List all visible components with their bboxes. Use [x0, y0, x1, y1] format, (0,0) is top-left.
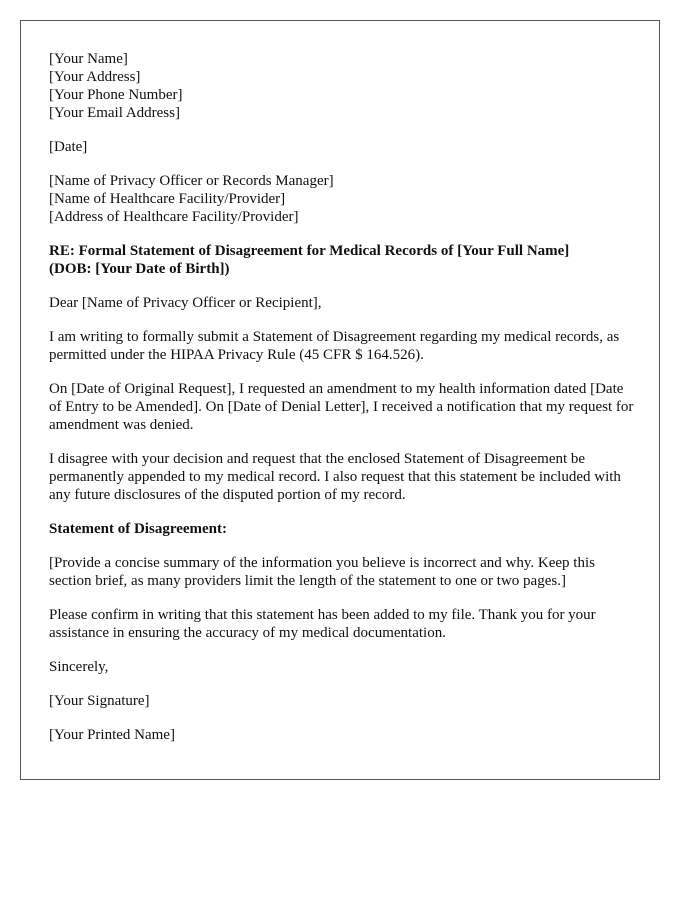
sender-name: [Your Name]: [49, 51, 128, 67]
recipient-block: [49, 172, 639, 226]
date-block: [49, 138, 639, 156]
statement-body: [Provide a concise summary of the information you believe is incorrect and why. Keep this section brief, as many providers limit the length of the statement to one or two pages.]: [49, 555, 595, 589]
signature: [Your Signature]: [49, 693, 150, 709]
statement-heading: Statement of Disagreement:: [49, 521, 228, 537]
paragraph-intro: I am writing to formally submit a Statement of Disagreement regarding my medical records, as permitted under the HIPAA Privacy Rule (45 CFR $ 164.526).: [49, 329, 620, 363]
letter-page: [20, 20, 660, 780]
recipient-address: [Address of Healthcare Facility/Provider]: [49, 209, 299, 225]
sender-block: [49, 50, 639, 122]
letter-content: [49, 50, 639, 760]
paragraph-closing-request: Please confirm in writing that this statement has been added to my file. Thank you for your assistance in ensuring the accuracy of my medical documentation.: [49, 607, 596, 641]
recipient-officer: [Name of Privacy Officer or Records Manager]: [49, 173, 334, 189]
sender-email: [Your Email Address]: [49, 105, 180, 121]
printed-name: [Your Printed Name]: [49, 727, 175, 743]
salutation: Dear [Name of Privacy Officer or Recipient],: [49, 295, 322, 311]
sender-address: [Your Address]: [49, 69, 141, 85]
paragraph-request: I disagree with your decision and request that the enclosed Statement of Disagreement be permanently appended to my medical record. I also request that this statement be included with any future disclosures of the disputed portion of my record.: [49, 451, 621, 503]
closing: Sincerely,: [49, 659, 109, 675]
recipient-facility: [Name of Healthcare Facility/Provider]: [49, 191, 286, 207]
letter-date: [Date]: [49, 139, 88, 155]
subject-line-2: (DOB: [Your Date of Birth]): [49, 261, 230, 277]
subject-line-1: RE: Formal Statement of Disagreement for Medical Records of [Your Full Name]: [49, 243, 570, 259]
paragraph-history: On [Date of Original Request], I requested an amendment to my health information dated [Date of Entry to be Amended]. On [Date of Denial Letter], I received a notification that my request for amendment was denied.: [49, 381, 634, 433]
subject-block: [49, 242, 639, 278]
sender-phone: [Your Phone Number]: [49, 87, 183, 103]
